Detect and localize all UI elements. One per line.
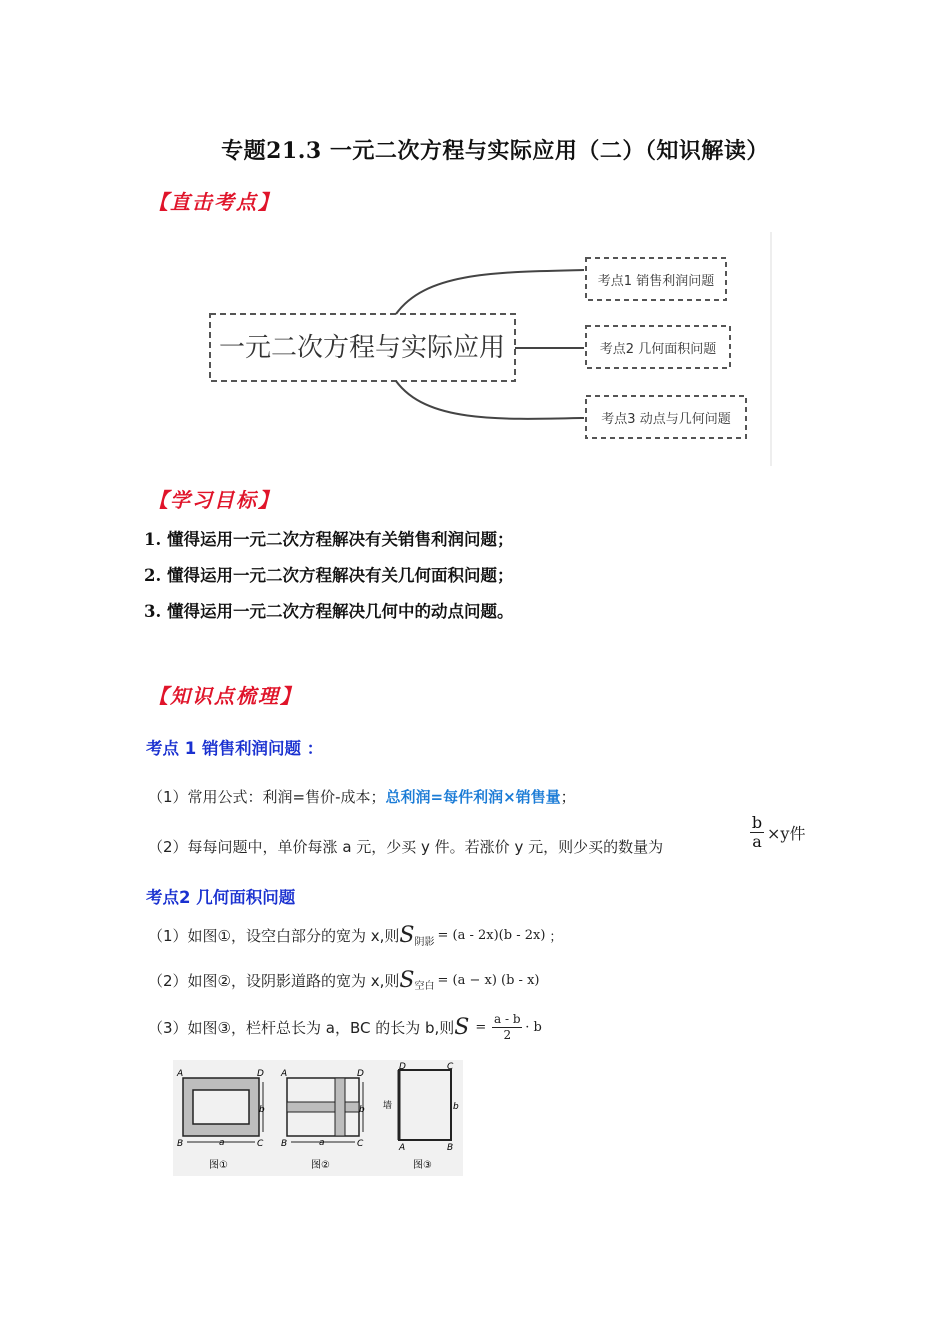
figure-1-point-C: C bbox=[257, 1139, 264, 1149]
goal-item-3: 3. 懂得运用一元二次方程解决几何中的动点问题。 bbox=[144, 602, 514, 621]
kp1-line-2: （2）每每问题中，单价每涨 a 元，少买 y 件。若涨价 y 元，则少买的数量为 bbox=[148, 838, 664, 856]
kp1-fraction bbox=[750, 814, 764, 851]
kp2-line-1-subscript: 阴影 bbox=[414, 937, 435, 948]
figure-1-label: 图① bbox=[209, 1160, 228, 1171]
kp2-line-2-S: S bbox=[399, 968, 415, 993]
kp2-line-3 bbox=[148, 1012, 542, 1043]
figure-3-point-D: D bbox=[399, 1062, 406, 1072]
kp1-fraction-denominator: a bbox=[752, 832, 762, 851]
kp2-line-3-S: S bbox=[454, 1015, 470, 1040]
figure-3-point-B: B bbox=[447, 1143, 454, 1153]
kp2-line-1-formula: = (a - 2x)(b - 2x) bbox=[437, 928, 546, 943]
figure-2-point-A: A bbox=[281, 1069, 288, 1079]
kp2-line-1-text: （1）如图①，设空白部分的宽为 x,则 bbox=[148, 927, 400, 945]
figure-2-point-B: B bbox=[281, 1139, 288, 1149]
figure-2-horizontal-road bbox=[287, 1102, 359, 1112]
kp2-line-2-formula: = (a − x) (b - x) bbox=[437, 973, 540, 988]
figure-2-var-b: b bbox=[359, 1105, 365, 1115]
mindmap-branch-label-1: 考点1 销售利润问题 bbox=[597, 274, 715, 289]
figure-2-vertical-road bbox=[335, 1078, 345, 1136]
section-goals-heading: 【学习目标】 bbox=[148, 488, 280, 512]
figure-1-inner-rect bbox=[193, 1090, 249, 1124]
figure-1-point-B: B bbox=[177, 1139, 184, 1149]
figure-3-point-C: C bbox=[447, 1062, 454, 1072]
kp2-line-3-equals: = bbox=[475, 1020, 487, 1035]
figure-1-var-b: b bbox=[259, 1105, 265, 1115]
kp1-line-1-suffix: ； bbox=[560, 788, 576, 806]
kp1-heading: 考点 1 销售利润问题 ： bbox=[146, 739, 324, 758]
figure-3-rect bbox=[399, 1070, 451, 1140]
figure-2-var-a: a bbox=[319, 1138, 325, 1148]
figure-2-point-D: D bbox=[357, 1069, 364, 1079]
kp2-line-1-S: S bbox=[399, 923, 415, 948]
kp2-line-2-subscript: 空白 bbox=[414, 981, 435, 992]
figure-3-point-A: A bbox=[399, 1143, 406, 1153]
kp1-total-profit-formula: 总利润=每件利润×销售量 bbox=[385, 788, 561, 806]
page-title: 专题21.3 一元二次方程与实际应用（二）（知识解读） bbox=[221, 138, 769, 164]
figure-2-point-C: C bbox=[357, 1139, 364, 1149]
kp2-line-3-denominator: 2 bbox=[503, 1028, 512, 1042]
figure-2-label: 图② bbox=[311, 1160, 330, 1171]
kp2-line-1-tail: ； bbox=[549, 930, 563, 945]
mindmap-branch-label-3: 考点3 动点与几何问题 bbox=[601, 412, 731, 427]
mindmap-branch-line-1 bbox=[396, 270, 584, 314]
figure-1-point-D: D bbox=[257, 1069, 264, 1079]
figure-3-wall-label: 墙 bbox=[383, 1101, 393, 1111]
section-knowledge-heading: 【知识点梳理】 bbox=[148, 684, 302, 708]
kp2-line-3-numerator: a - b bbox=[494, 1012, 521, 1026]
kp2-line-3-fraction bbox=[492, 1012, 522, 1043]
kp1-fraction-tail: ×y件 bbox=[767, 824, 806, 843]
kp2-line-1 bbox=[148, 923, 562, 948]
kp1-line-1 bbox=[148, 786, 576, 807]
kp2-line-3-tail: · b bbox=[525, 1020, 542, 1035]
geometry-figures bbox=[173, 1060, 463, 1176]
goal-item-2: 2. 懂得运用一元二次方程解决有关几何面积问题； bbox=[144, 566, 514, 585]
mindmap-diagram bbox=[196, 232, 776, 466]
figure-3-label: 图③ bbox=[413, 1160, 432, 1171]
kp2-line-2 bbox=[148, 968, 539, 993]
kp1-line-1-prefix: （1）常用公式：利润=售价-成本； bbox=[148, 788, 386, 806]
kp2-line-2-text: （2）如图②，设阴影道路的宽为 x,则 bbox=[148, 972, 400, 990]
goal-item-1: 1. 懂得运用一元二次方程解决有关销售利润问题； bbox=[144, 530, 514, 549]
kp1-fraction-expression bbox=[750, 814, 805, 851]
kp2-line-3-text: （3）如图③，栏杆总长为 a，BC 的长为 b,则 bbox=[148, 1019, 455, 1037]
figure-3-var-b: b bbox=[453, 1102, 459, 1112]
mindmap-branch-line-3 bbox=[396, 381, 584, 419]
mindmap-center-label: 一元二次方程与实际应用 bbox=[218, 333, 506, 363]
kp1-fraction-numerator: b bbox=[751, 813, 763, 832]
section-direct-heading: 【直击考点】 bbox=[148, 190, 280, 214]
figure-1-point-A: A bbox=[177, 1069, 184, 1079]
figure-1-var-a: a bbox=[219, 1138, 225, 1148]
mindmap-branch-label-2: 考点2 几何面积问题 bbox=[599, 342, 717, 357]
kp2-heading: 考点2 几何面积问题 bbox=[146, 888, 296, 907]
